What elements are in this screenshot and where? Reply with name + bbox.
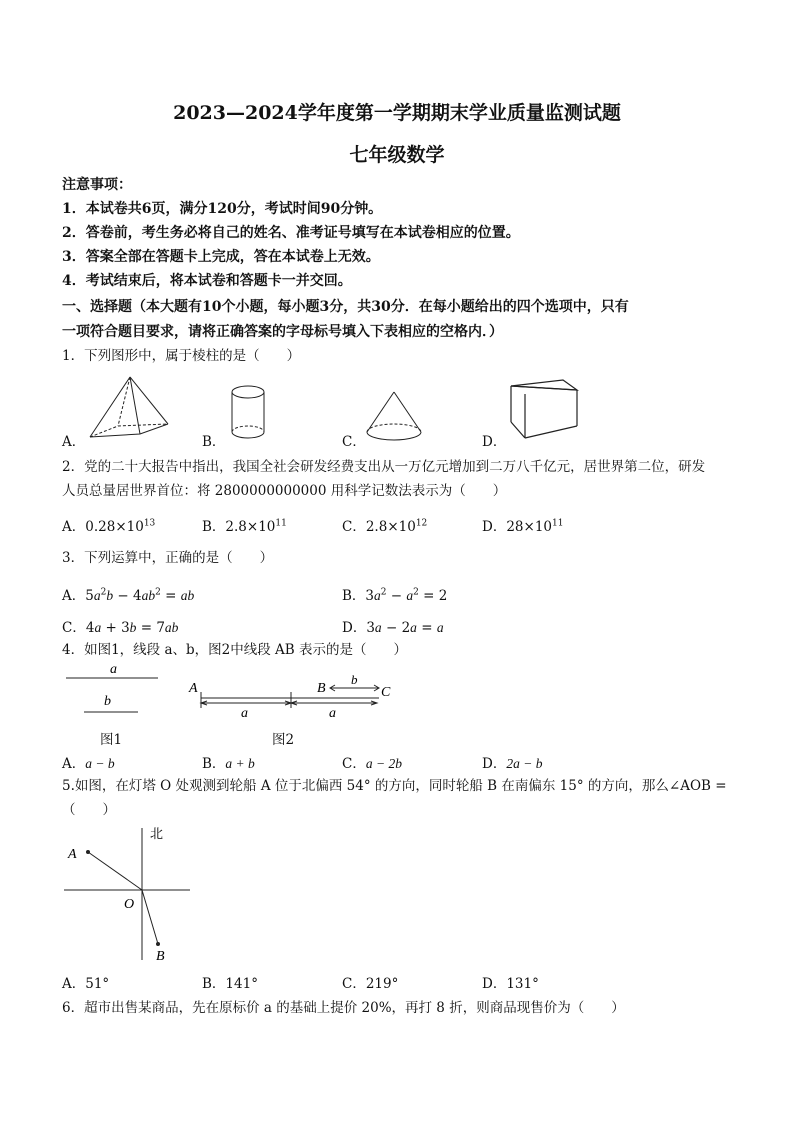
question-2-line1: 2．党的二十大报告中指出，我国全社会研发经费支出从一万亿元增加到二万八千亿元，居世界第二位，研发	[62, 459, 706, 475]
q3-option-c: C．4a + 3b = 7ab	[62, 620, 179, 636]
q4-option-a: A．a − b	[62, 756, 115, 772]
q1-option-b: B．	[202, 434, 226, 450]
prism-figure	[505, 378, 585, 444]
question-5-line1: 5.如图，在灯塔 O 处观测到轮船 A 位于北偏西 54° 的方向，同时轮船 B 在南偏东 15° 的方向，那么∠AOB =	[62, 778, 727, 794]
q5-option-b: B．141°	[202, 976, 258, 992]
note-item: 4．考试结束后，将本试卷和答题卡一并交回。	[62, 273, 352, 289]
svg-text:A: A	[189, 681, 198, 696]
section-heading-line1: 一、选择题（本大题有10个小题，每小题3分，共30分．在每小题给出的四个选项中，只有	[62, 299, 629, 315]
svg-text:B: B	[317, 681, 326, 696]
question-6-stem: 6．超市出售某商品，先在原标价 a 的基础上提价 20%，再打 8 折，则商品现售价为（ ）	[62, 1000, 625, 1016]
svg-text:a: a	[110, 662, 117, 677]
figure-1-segments	[62, 658, 172, 718]
question-3-stem: 3．下列运算中，正确的是（ ）	[62, 550, 274, 566]
svg-text:O: O	[124, 897, 135, 912]
svg-text:B: B	[156, 949, 165, 964]
q1-option-c: C．	[342, 434, 366, 450]
q2-option-a: A．$0.28\times 10^{13}$	[62, 518, 156, 535]
svg-text:a: a	[241, 706, 248, 721]
q1-option-a: A．	[62, 434, 86, 450]
q1-option-d: D．	[482, 434, 507, 450]
figure-2-segments	[185, 670, 395, 722]
q3-option-a: A．$5a^2b - 4ab^2$ = ab	[62, 587, 195, 604]
q5-option-d: D．131°	[482, 976, 539, 992]
q4-option-d: D．2a − b	[482, 756, 543, 772]
page-subtitle: 七年级数学	[349, 144, 445, 166]
figure-1-caption: 图1	[100, 732, 123, 748]
svg-text:C: C	[381, 685, 391, 700]
q3-option-b: B．$3a^2 - a^2 = 2$	[342, 587, 448, 604]
svg-text:A: A	[68, 847, 77, 862]
pyramid-figure	[80, 372, 175, 442]
q5-option-c: C．219°	[342, 976, 399, 992]
question-4-stem: 4．如图1，线段 a、b，图2中线段 AB 表示的是（ ）	[62, 642, 408, 658]
svg-text:a: a	[329, 706, 336, 721]
q4-option-b: B．a + b	[202, 756, 255, 772]
svg-text:b: b	[351, 672, 358, 687]
lighthouse-figure	[60, 820, 200, 965]
cone-figure	[364, 388, 424, 444]
note-item: 1．本试卷共6页，满分120分，考试时间90分钟。	[62, 201, 383, 217]
cylinder-figure	[228, 382, 273, 444]
section-heading-line2: 一项符合题目要求，请将正确答案的字母标号填入下表相应的空格内．）	[62, 324, 503, 340]
north-label: 北	[150, 826, 164, 841]
q2-option-b: B．$2.8\times 10^{11}$	[202, 518, 287, 535]
svg-text:b: b	[104, 694, 111, 709]
note-item: 3．答案全部在答题卡上完成，答在本试卷上无效。	[62, 249, 380, 265]
figure-2-caption: 图2	[272, 732, 295, 748]
q2-option-c: C．$2.8\times 10^{12}$	[342, 518, 428, 535]
note-item: 2．答卷前，考生务必将自己的姓名、准考证号填写在本试卷相应的位置。	[62, 225, 520, 241]
q5-option-a: A．51°	[62, 976, 110, 992]
page-title: 2023—2024学年度第一学期期末学业质量监测试题	[173, 102, 621, 124]
q3-option-d: D．3a − 2a = a	[342, 620, 444, 636]
notes-heading: 注意事项：	[62, 177, 132, 193]
question-1-stem: 1．下列图形中，属于棱柱的是（ ）	[62, 348, 301, 364]
question-5-line2: （ ）	[62, 802, 116, 818]
q2-option-d: D．$28\times 10^{11}$	[482, 518, 564, 535]
question-2-line2: 人员总量居世界首位：将 2800000000000 用科学记数法表示为（ ）	[62, 483, 507, 499]
q4-option-c: C．a − 2b	[342, 756, 402, 772]
